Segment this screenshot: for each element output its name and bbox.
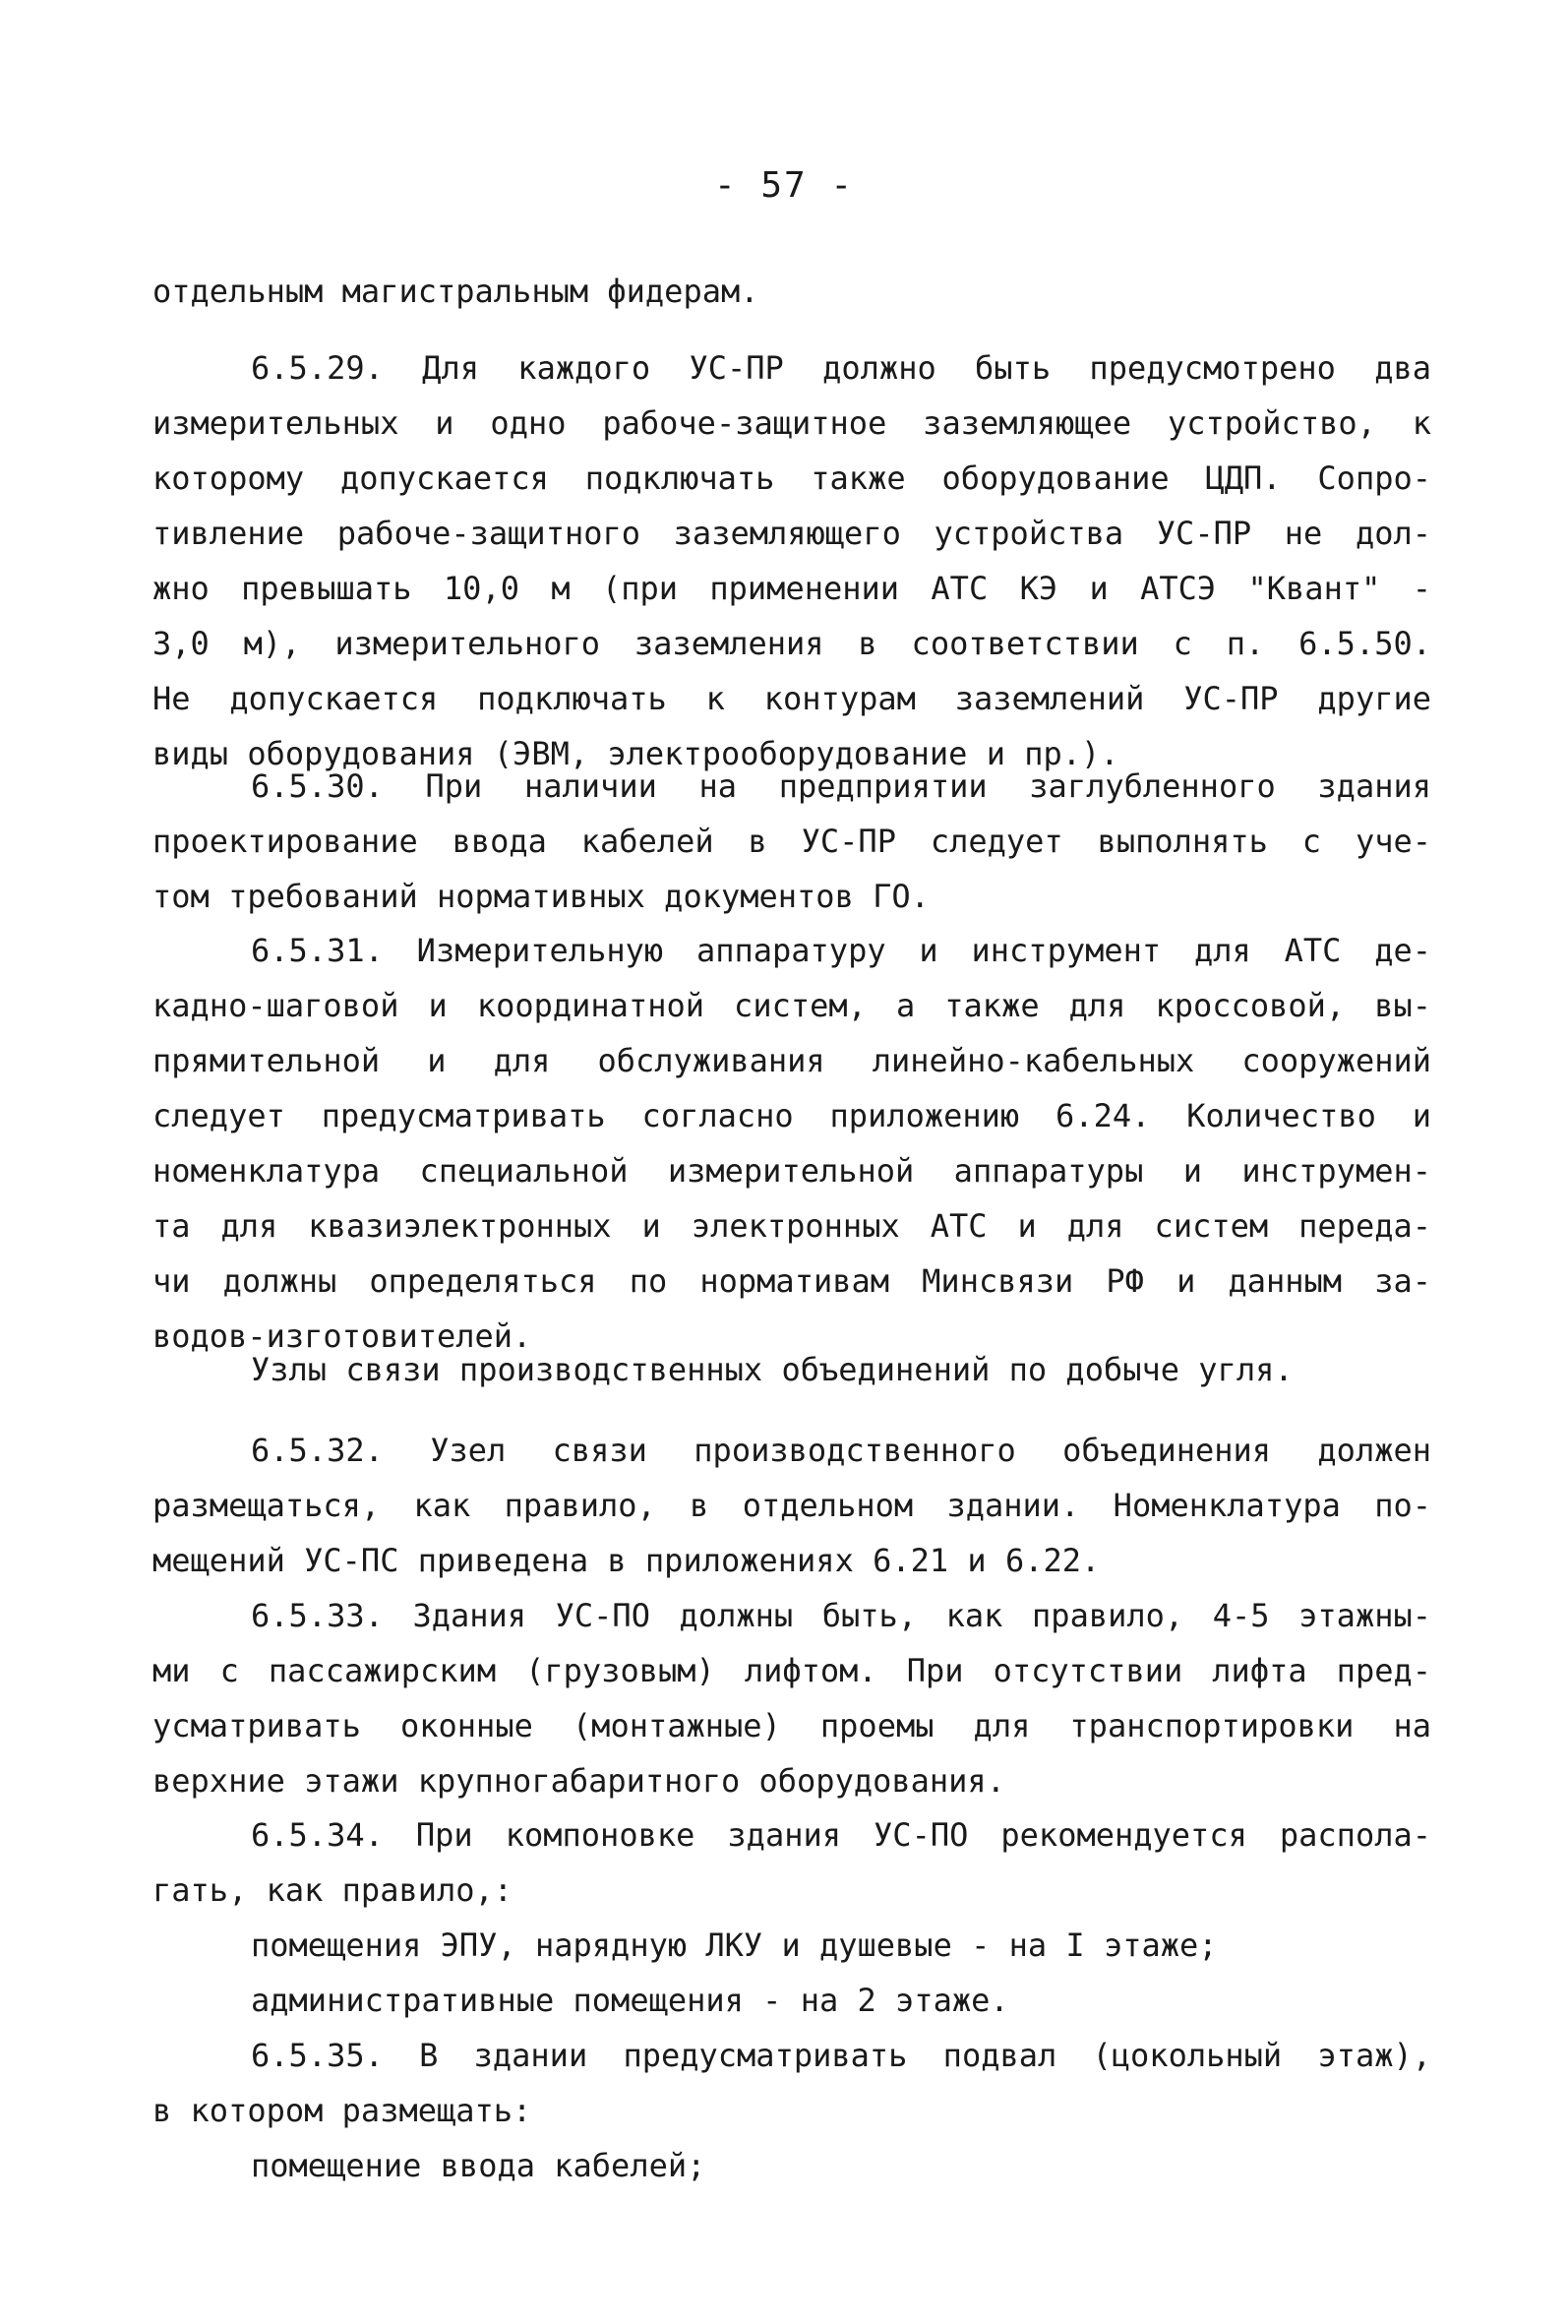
text-line: которому допускается подключать также оборудование ЦДП. Сопро- <box>152 459 1431 497</box>
text-line: прямительной и для обслуживания линейно-кабельных сооружений <box>152 1042 1431 1079</box>
text-line: гать, как правило,: <box>152 1871 513 1909</box>
paragraph-6-5-31 <box>152 923 1431 1364</box>
paragraph-6-5-32 <box>152 1423 1431 1588</box>
text-line: том требований нормативных документов ГО. <box>152 878 930 915</box>
text-line: размещаться, как правило, в отдельном здании. Номенклатура по- <box>152 1487 1431 1524</box>
text-line: чи должны определяться по нормативам Минсвязи РФ и данным за- <box>152 1262 1431 1300</box>
text-line: 6.5.35. В здании предусматривать подвал (цокольный этаж), <box>251 2037 1431 2074</box>
text-line: 3,0 м), измерительного заземления в соответствии с п. 6.5.50. <box>152 625 1431 662</box>
text-line: номенклатура специальной измерительной аппаратуры и инструмен- <box>152 1152 1431 1190</box>
section-heading <box>152 1342 1431 1397</box>
text-line: 6.5.34. При компоновке здания УС-ПО рекомендуется распола- <box>251 1816 1431 1854</box>
text-line: измерительных и одно рабоче-защитное заземляющее устройство, к <box>152 404 1431 442</box>
text-line: отдельным магистральным фидерам. <box>152 273 759 310</box>
text-line: административные помещения - на 2 этаже. <box>251 1982 1009 2019</box>
text-line: Не допускается подключать к контурам заземлений УС-ПР другие <box>152 680 1431 717</box>
text-line: помещение ввода кабелей; <box>251 2147 706 2184</box>
text-line: 6.5.29. Для каждого УС-ПР должно быть предусмотрено два <box>251 349 1431 387</box>
text-line: ми с пассажирским (грузовым) лифтом. При отсутствии лифта пред- <box>152 1652 1431 1689</box>
text-line: усматривать оконные (монтажные) проемы для транспортировки на <box>152 1707 1431 1744</box>
text-line: тивление рабоче-защитного заземляющего устройства УС-ПР не дол- <box>152 515 1431 552</box>
paragraph-6-5-34 <box>152 1807 1431 2028</box>
paragraph-6-5-29 <box>152 340 1431 781</box>
paragraph-6-5-30 <box>152 759 1431 924</box>
text-line: 6.5.33. Здания УС-ПО должны быть, как правило, 4-5 этажны- <box>251 1597 1431 1634</box>
paragraph-intro <box>152 264 1431 319</box>
text-line: кадно-шаговой и координатной систем, а также для кроссовой, вы- <box>152 987 1431 1024</box>
text-line: 6.5.30. При наличии на предприятии заглубленного здания <box>251 767 1431 805</box>
text-line: жно превышать 10,0 м (при применении АТС КЭ и АТСЭ "Квант" - <box>152 570 1431 607</box>
text-line: проектирование ввода кабелей в УС-ПР следует выполнять с уче- <box>152 823 1431 860</box>
paragraph-6-5-35 <box>152 2028 1431 2193</box>
text-line: мещений УС-ПС приведена в приложениях 6.21 и 6.22. <box>152 1542 1101 1579</box>
text-line: верхние этажи крупногабаритного оборудования. <box>152 1762 1005 1800</box>
text-line: виды оборудования (ЭВМ, электрооборудование и пр.). <box>152 735 1119 772</box>
text-line: 6.5.31. Измерительную аппаратуру и инструмент для АТС де- <box>251 932 1431 969</box>
heading-line: Узлы связи производственных объединений по добыче угля. <box>251 1351 1294 1388</box>
text-line: следует предусматривать согласно приложению 6.24. Количество и <box>152 1097 1431 1134</box>
text-line: 6.5.32. Узел связи производственного объединения должен <box>251 1432 1431 1469</box>
text-line: водов-изготовителей. <box>152 1317 532 1355</box>
page-number: - 57 - <box>713 165 855 206</box>
text-line: в котором размещать: <box>152 2092 532 2129</box>
text-line: помещения ЭПУ, нарядную ЛКУ и душевые - на I этаже; <box>251 1926 1218 1964</box>
text-line: та для квазиэлектронных и электронных АТС и для систем переда- <box>152 1207 1431 1245</box>
paragraph-6-5-33 <box>152 1588 1431 1808</box>
